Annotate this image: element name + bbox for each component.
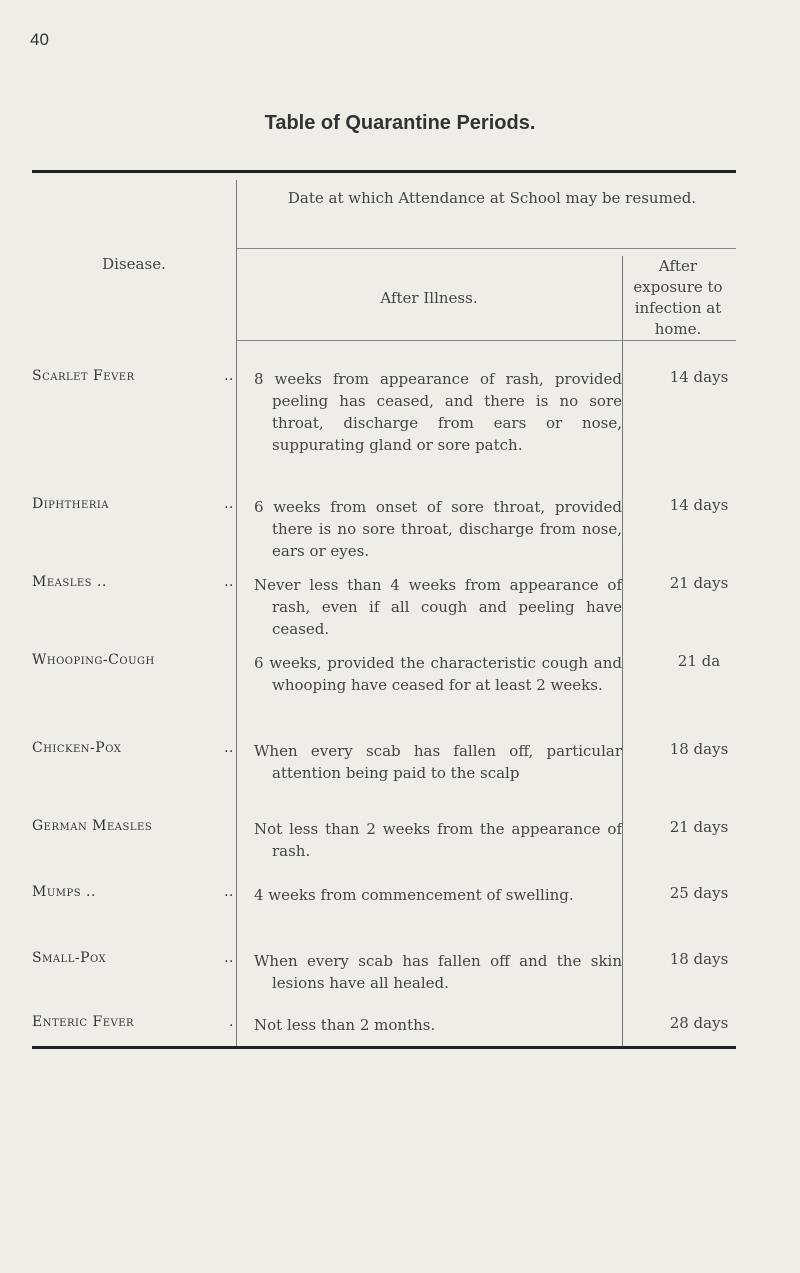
after-exposure-cell: 25 days bbox=[669, 884, 729, 902]
after-exposure-cell: 21 days bbox=[669, 818, 729, 836]
disease-cell bbox=[32, 1014, 236, 1030]
after-illness-cell: Never less than 4 weeks from appearance of rash, even if all cough and peeling have ceased. bbox=[254, 576, 622, 638]
subheader-rule bbox=[236, 248, 736, 249]
disease-cell bbox=[32, 652, 236, 668]
after-exposure-cell: 14 days bbox=[669, 368, 729, 386]
after-illness-cell: 6 weeks from onset of sore throat, provided there is no sore throat, discharge from nose, ears or eyes. bbox=[254, 498, 622, 560]
after-illness-cell: When every scab has fallen off and the skin lesions have all healed. bbox=[254, 952, 622, 992]
leader-dots: .. bbox=[224, 496, 234, 512]
header-disease: Disease. bbox=[102, 255, 166, 273]
header-bottom-rule bbox=[236, 340, 736, 341]
after-illness-cell: Not less than 2 weeks from the appearance of rash. bbox=[254, 820, 622, 860]
leader-dots: .. bbox=[224, 574, 234, 590]
leader-dots: .. bbox=[224, 368, 234, 384]
disease-name: Mumps .. bbox=[32, 884, 96, 900]
leader-dots: .. bbox=[224, 740, 234, 756]
leader-dots: . bbox=[229, 1014, 234, 1030]
column-divider-exposure bbox=[622, 256, 623, 1046]
column-divider-disease bbox=[236, 180, 237, 1046]
disease-cell bbox=[32, 368, 236, 384]
disease-name: Whooping-Cough bbox=[32, 652, 155, 668]
header-after-illness: After Illness. bbox=[380, 289, 478, 307]
after-exposure-cell: 14 days bbox=[669, 496, 729, 514]
after-exposure-cell: 28 days bbox=[669, 1014, 729, 1032]
after-exposure-cell: 21 da bbox=[677, 652, 721, 670]
leader-dots: .. bbox=[224, 950, 234, 966]
after-exposure-cell: 21 days bbox=[669, 574, 729, 592]
table-bottom-rule bbox=[32, 1046, 736, 1049]
disease-cell bbox=[32, 818, 236, 834]
after-exposure-cell: 18 days bbox=[669, 740, 729, 758]
after-exposure-cell: 18 days bbox=[669, 950, 729, 968]
after-illness-cell: 6 weeks, provided the characteristic cough and whooping have ceased for at least 2 weeks. bbox=[254, 654, 622, 694]
disease-name: Diphtheria bbox=[32, 496, 110, 512]
after-illness-cell: Not less than 2 months. bbox=[254, 1016, 436, 1034]
page-number: 40 bbox=[30, 30, 49, 49]
disease-name: Enteric Fever bbox=[32, 1014, 135, 1030]
disease-cell bbox=[32, 950, 236, 966]
leader-dots: .. bbox=[224, 884, 234, 900]
page-title: Table of Quarantine Periods. bbox=[264, 112, 536, 134]
disease-cell bbox=[32, 574, 236, 590]
disease-name: Small-Pox bbox=[32, 950, 107, 966]
after-illness-cell: 4 weeks from commencement of swelling. bbox=[254, 886, 574, 904]
disease-name: Scarlet Fever bbox=[32, 368, 135, 384]
disease-name: Measles .. bbox=[32, 574, 107, 590]
after-illness-cell: 8 weeks from appearance of rash, provided peeling has ceased, and there is no sore throat, discharge from ears or nose, suppurating gland or sore patch. bbox=[254, 370, 622, 454]
disease-name: Chicken-Pox bbox=[32, 740, 122, 756]
disease-name: German Measles bbox=[32, 818, 153, 834]
table-top-rule bbox=[32, 170, 736, 173]
header-after-exposure: After exposure to infection at home. bbox=[633, 257, 723, 338]
disease-cell bbox=[32, 496, 236, 512]
disease-cell bbox=[32, 884, 236, 900]
disease-cell bbox=[32, 740, 236, 756]
after-illness-cell: When every scab has fallen off, particular attention being paid to the scalp bbox=[254, 742, 622, 782]
header-resumed: Date at which Attendance at School may be resumed. bbox=[287, 189, 697, 207]
